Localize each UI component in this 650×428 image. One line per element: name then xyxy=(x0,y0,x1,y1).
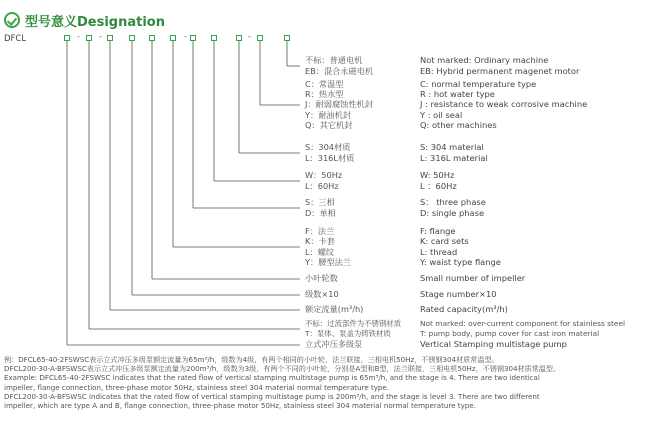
field-desc-en xyxy=(420,289,497,299)
field-desc-zh-line: F：法兰 xyxy=(305,225,335,236)
field-desc-en-line: S: 304 material xyxy=(420,142,484,153)
field-desc-zh xyxy=(305,339,362,349)
field-desc-en-line: Q: other machines xyxy=(420,120,497,131)
field-desc-zh-line: 不标：过流部件为不锈钢材质 xyxy=(305,318,402,328)
field-desc-en-line: Not marked: Ordinary machine xyxy=(420,55,549,66)
field-desc-zh-line: J：耐弱腐蚀性机封 xyxy=(305,99,373,110)
field-desc-zh xyxy=(305,79,373,131)
code-separator: - xyxy=(248,32,251,41)
field-desc-en-line: Vertical Stamping multistage pump xyxy=(420,339,567,350)
field-desc-zh-line: L：螺纹 xyxy=(305,246,335,257)
example-note-line: impeller, which are type A and B, flange connection, three-phase motor 50Hz, stainless steel 304 material normal temperature type. xyxy=(4,401,476,411)
field-desc-zh-line: S：304材质 xyxy=(305,142,351,153)
field-desc-zh-line: S：三相 xyxy=(305,197,335,208)
field-desc-en-line: C: normal temperature type xyxy=(420,78,537,89)
field-desc-zh xyxy=(305,226,351,268)
field-desc-zh-line: W：50Hz xyxy=(305,170,343,181)
field-desc-en xyxy=(420,304,508,314)
field-desc-en-line: D: single phase xyxy=(420,207,485,218)
field-desc-en-line: J : resistance to weak corrosive machine xyxy=(420,99,588,110)
field-desc-en xyxy=(420,226,501,268)
field-desc-en xyxy=(420,273,525,283)
field-desc-en-line: Stage number×10 xyxy=(420,289,497,300)
field-desc-zh xyxy=(305,319,401,339)
field-desc-zh-line: 立式冲压多级泵 xyxy=(305,339,363,350)
field-desc-zh-line: K：卡套 xyxy=(305,236,335,247)
code-separator: - xyxy=(99,32,102,41)
field-desc-zh xyxy=(305,197,336,218)
field-desc-en-line: L: thread xyxy=(420,246,458,257)
field-desc-zh-line: R：热水型 xyxy=(305,88,344,99)
field-desc-zh xyxy=(305,273,338,283)
field-desc-en xyxy=(420,55,579,76)
field-desc-zh-line: Q：其它机封 xyxy=(305,120,353,131)
field-desc-en-line: Not marked: over-current component for stainless steel xyxy=(420,318,626,328)
field-desc-en xyxy=(420,339,567,349)
field-desc-zh-line: 额定流量(m³/h) xyxy=(305,304,364,315)
field-desc-zh xyxy=(305,55,373,76)
field-desc-en xyxy=(420,319,625,339)
page-title: 型号意义Designation xyxy=(25,14,165,30)
field-desc-zh-line: D：单相 xyxy=(305,207,336,218)
field-desc-zh xyxy=(305,170,342,191)
code-separator: - xyxy=(77,32,80,41)
model-code-prefix: DFCL xyxy=(4,34,27,44)
field-desc-en-line: K: card sets xyxy=(420,236,469,247)
field-desc-en-line: Small number of impeller xyxy=(420,273,526,284)
field-desc-zh-line: 不标：普通电机 xyxy=(305,55,363,66)
field-desc-en-line: L ：60Hz xyxy=(420,180,457,191)
field-desc-en-line: F: flange xyxy=(420,225,456,236)
field-desc-zh-line: T：泵体、泵盖为铸铁材质 xyxy=(305,328,391,338)
example-note-line: Example: DFCL65-40-2FSWSC indicates that the rated flow of vertical stamping multistage pump is 65m³/h, and the stage is 4. There are two identical xyxy=(4,373,540,383)
field-desc-en xyxy=(420,79,587,131)
field-desc-zh-line: 级数×10 xyxy=(305,289,339,300)
code-separator: - xyxy=(184,32,187,41)
field-desc-zh xyxy=(305,142,354,163)
example-notes xyxy=(4,355,648,410)
field-desc-zh-line: L：60Hz xyxy=(305,180,339,191)
example-note-line: impeller, flange connection, three-phase motor 50Hz, stainless steel 304 material normal temperature type. xyxy=(4,382,390,392)
field-desc-zh-line: 小叶轮数 xyxy=(305,273,338,284)
field-desc-zh-line: L：316L材质 xyxy=(305,152,355,163)
field-desc-en-line: EB: Hybrid permanent magenet motor xyxy=(420,65,580,76)
field-desc-en-line: R : hot water type xyxy=(420,88,495,99)
example-note-line: DFCL200-30-A-BFSWSC indicates that the rated flow of vertical stamping multistage pump is 200m³/h, and the stage is level 3. There are two different xyxy=(4,391,540,401)
example-note-line: 例：DFCL65-40-2FSWSC表示立式冲压多级泵额定流量为65m³/h，级数为4级，有两个相同的小叶轮，法兰联接，三相电机50Hz，不锈钢304材质常温型。 xyxy=(4,355,499,364)
field-desc-zh-line: Y：腰型法兰 xyxy=(305,256,351,267)
field-desc-zh xyxy=(305,304,363,314)
field-desc-zh-line: Y：耐油机封 xyxy=(305,109,351,120)
field-desc-en xyxy=(420,197,486,218)
field-desc-en xyxy=(420,142,488,163)
example-note-line: DFCL200-30-A-BFSWSC表示立式冲压多级泵额定流量为200m³/h，级数为3级，有两个不同的小叶轮，分别是A型和B型，法兰联接，三相电机50Hz，不锈钢304材质常温型。 xyxy=(4,364,561,374)
field-desc-en-line: L: 316L material xyxy=(420,152,488,163)
field-desc-en-line: Y: waist type flange xyxy=(420,256,501,267)
field-desc-en xyxy=(420,170,457,191)
field-desc-en-line: Rated capacity(m³/h) xyxy=(420,304,508,315)
field-desc-en-line: T: pump body, pump cover for cast iron material xyxy=(420,328,600,338)
field-desc-zh xyxy=(305,289,339,299)
field-desc-en-line: S： three phase xyxy=(420,197,486,208)
field-desc-en-line: Y : oil seal xyxy=(420,109,463,120)
field-desc-zh-line: C：常温型 xyxy=(305,78,344,89)
field-desc-zh-line: EB：混合永磁电机 xyxy=(305,65,374,76)
field-desc-en-line: W: 50Hz xyxy=(420,170,455,181)
